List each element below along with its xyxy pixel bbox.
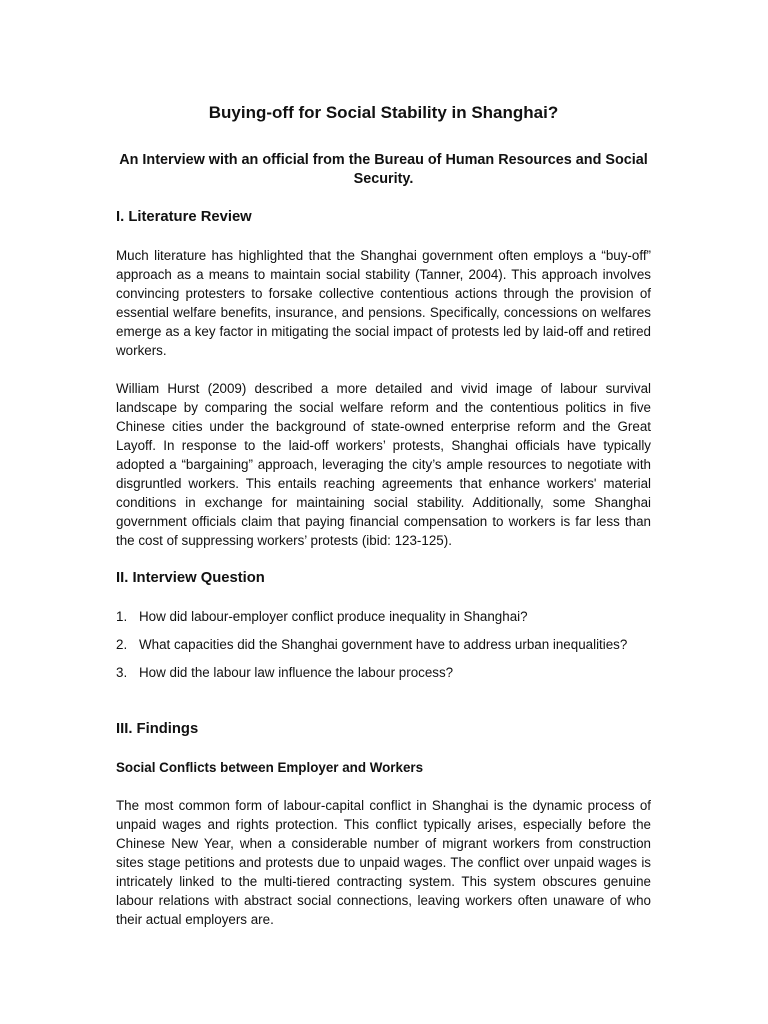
findings-paragraph-1: The most common form of labour-capital conflict in Shanghai is the dynamic process of unpaid wages and rights protection. This conflict typically arises, especially before the Chinese New Year, when a considerable number of migrant workers from construction sites stage petitions and protests due to unpaid wages. The conflict over unpaid wages is intricately linked to the multi-tiered contracting system. This system obscures genuine labour relations with abstract social connections, leaving workers often unaware of who their actual employers are. xyxy=(116,798,651,927)
interview-question-list xyxy=(116,607,651,691)
list-item xyxy=(116,663,651,682)
list-item-text: How did labour-employer conflict produce inequality in Shanghai? xyxy=(139,609,528,624)
document-subtitle: An Interview with an official from the Bureau of Human Resources and Social Security. xyxy=(119,152,648,187)
list-item-number: 3. xyxy=(116,665,128,680)
list-item-number: 1. xyxy=(116,609,128,624)
literature-paragraph-2: William Hurst (2009) described a more detailed and vivid image of labour survival landscape by comparing the social welfare reform and the contentious politics in five Chinese cities under the background of state-owned enterprise reform and the Great Layoff. In response to the laid-off workers’ protests, Shanghai officials have typically adopted a “bargaining” approach, leveraging the city’s ample resources to negotiate with disgruntled workers. This entails reaching agreements that enhance workers' material conditions in exchange for maintaining social stability. Additionally, some Shanghai government officials claim that paying financial compensation to workers is far less than the cost of suppressing workers’ protests (ibid: 123-125). xyxy=(116,381,651,548)
section-heading-findings: III. Findings xyxy=(116,721,199,737)
list-item xyxy=(116,635,651,654)
document-title: Buying-off for Social Stability in Shanghai? xyxy=(208,103,559,122)
literature-paragraph-1: Much literature has highlighted that the Shanghai government often employs a “buy-off” approach as a means to maintain social stability (Tanner, 2004). This approach involves convincing protesters to forsake collective contentious actions through the provision of essential welfare benefits, insurance, and pensions. Specifically, concessions on welfares emerge as a key factor in mitigating the social impact of protests led by laid-off and retired workers. xyxy=(116,248,651,358)
findings-subheading: Social Conflicts between Employer and Workers xyxy=(116,760,424,775)
list-item xyxy=(116,607,651,626)
list-item-text: How did the labour law influence the labour process? xyxy=(139,665,454,680)
list-item-number: 2. xyxy=(116,637,128,652)
section-heading-literature-review: I. Literature Review xyxy=(116,209,252,225)
section-heading-interview-question: II. Interview Question xyxy=(116,570,265,586)
list-item-text: What capacities did the Shanghai government have to address urban inequalities? xyxy=(139,637,628,652)
